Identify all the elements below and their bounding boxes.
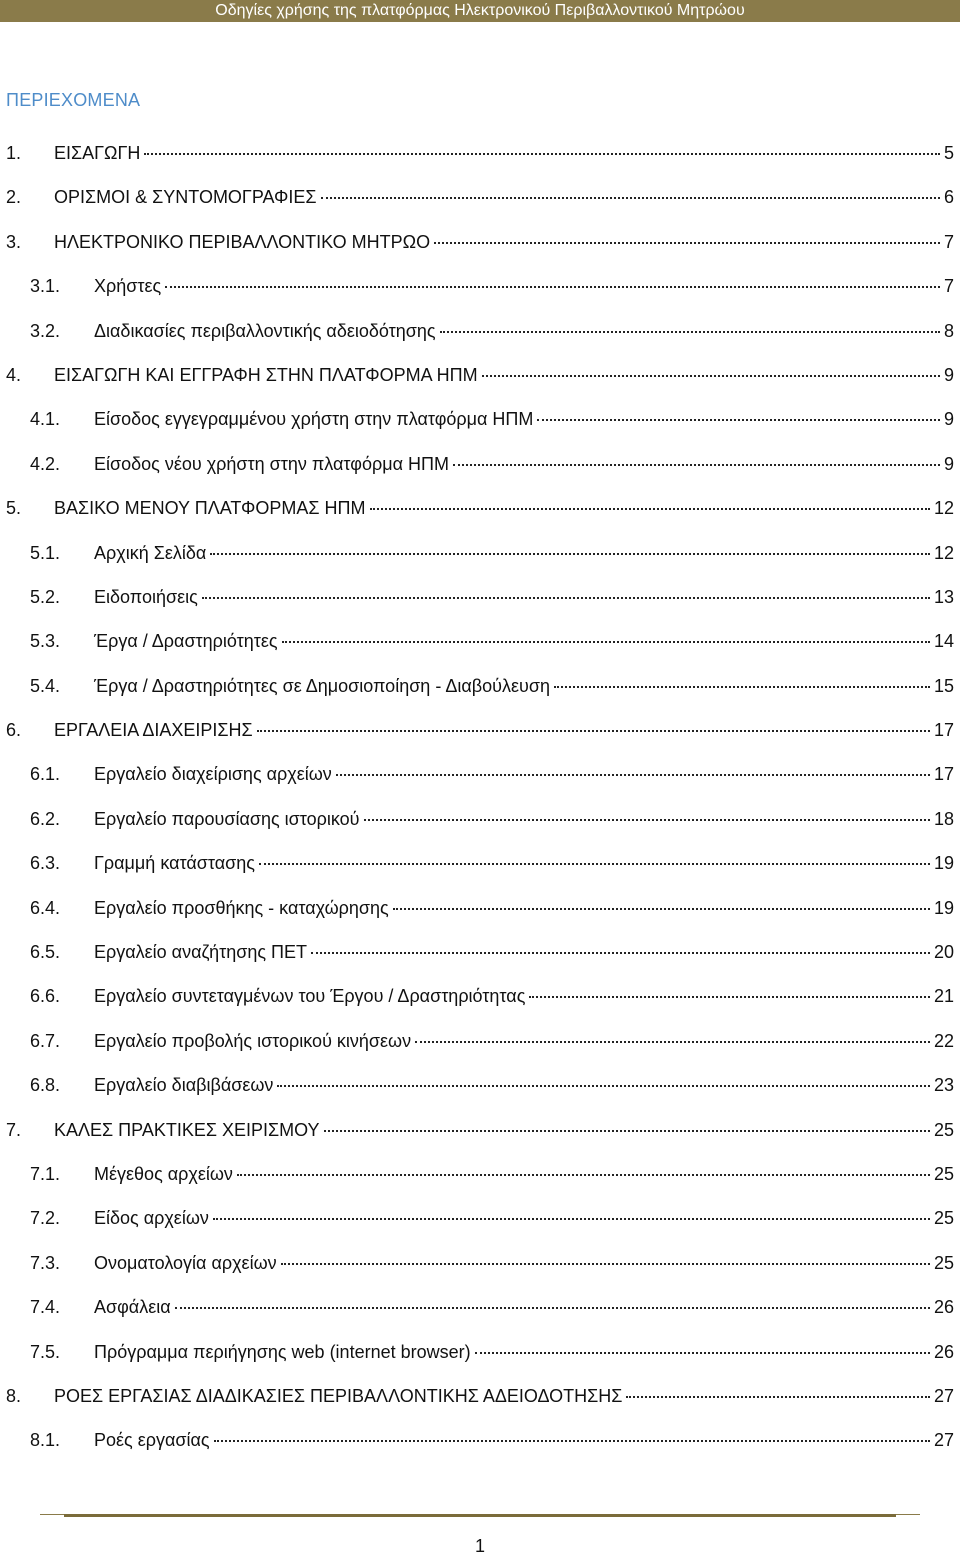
toc-entry[interactable]	[0, 1425, 960, 1469]
toc-dot-leader	[175, 1307, 930, 1309]
toc-entry[interactable]	[0, 360, 960, 404]
toc-entry-page: 12	[933, 542, 954, 563]
toc-entry-page: 18	[933, 808, 954, 829]
toc-entry[interactable]	[0, 1026, 960, 1070]
toc-entry-number: 6.	[6, 720, 22, 741]
toc-dot-leader	[370, 508, 930, 510]
toc-entry-title[interactable]: ΕΙΣΑΓΩΓΗ	[54, 143, 141, 163]
toc-entry-title[interactable]: Εργαλείο προβολής ιστορικού κινήσεων	[94, 1030, 412, 1051]
toc-entry-number: 4.1.	[30, 409, 61, 430]
toc-heading: ΠΕΡΙΕΧΟΜΕΝΑ	[6, 90, 141, 110]
toc-dot-leader	[210, 553, 930, 555]
toc-entry-page: 17	[933, 720, 954, 741]
toc-entry-line[interactable]	[30, 1070, 954, 1100]
footer-divider-accent	[64, 1514, 896, 1517]
toc-entry[interactable]	[0, 759, 960, 803]
toc-entry-number: 5.	[6, 498, 22, 519]
toc-entry-title[interactable]: Γραμμή κατάστασης	[94, 853, 255, 874]
toc-entry-title[interactable]: ΚΑΛΕΣ ΠΡΑΚΤΙΚΕΣ ΧΕΙΡΙΣΜΟΥ	[54, 1119, 320, 1140]
toc-entry-page: 22	[933, 1030, 954, 1051]
toc-entry-line[interactable]	[30, 671, 954, 701]
toc-entry[interactable]	[0, 449, 960, 493]
toc-dot-leader	[415, 1041, 930, 1043]
toc-entry-number: 7.3.	[30, 1252, 61, 1273]
page-number: 1	[474, 1536, 485, 1556]
toc-entry-line[interactable]	[6, 715, 954, 745]
toc-entry-page: 25	[933, 1163, 954, 1184]
toc-entry[interactable]	[0, 937, 960, 981]
toc-entry-page: 27	[933, 1385, 954, 1406]
toc-entry-number: 3.1.	[30, 276, 61, 297]
toc-entry-number: 6.2.	[30, 808, 61, 829]
toc-entry-line[interactable]	[30, 981, 954, 1011]
toc-dot-leader	[434, 242, 940, 244]
toc-entry-title[interactable]: Πρόγραμμα περιήγησης web (internet browser)	[94, 1341, 471, 1362]
toc-dot-leader	[554, 686, 930, 688]
toc-entry-title[interactable]: Είσοδος εγγεγραμμένου χρήστη στην πλατφόρμα ΗΠΜ	[94, 409, 534, 430]
toc-entry-title[interactable]: Εργαλείο διαχείρισης αρχείων	[94, 764, 332, 785]
toc-entry-title[interactable]: ΡΟΕΣ ΕΡΓΑΣΙΑΣ ΔΙΑΔΙΚΑΣΙΕΣ ΠΕΡΙΒΑΛΛΟΝΤΙΚΗΣ ΑΔΕΙΟΔΟΤΗΣΗΣ	[54, 1385, 623, 1406]
toc-entry[interactable]	[0, 493, 960, 537]
toc-entry-page: 9	[943, 409, 954, 430]
toc-entry[interactable]	[0, 404, 960, 448]
document-header-title: Οδηγίες χρήσης της πλατφόρμας Ηλεκτρονικού Περιβαλλοντικού Μητρώου	[215, 2, 745, 19]
toc-entry-title[interactable]: Διαδικασίες περιβαλλοντικής αδειοδότησης	[94, 320, 436, 341]
toc-entry-page: 8	[943, 320, 954, 341]
toc-entry[interactable]	[0, 1115, 960, 1159]
toc-entry-number: 6.8.	[30, 1075, 61, 1096]
toc-dot-leader	[282, 641, 930, 643]
toc-entry-number: 6.5.	[30, 942, 61, 963]
toc-entry[interactable]	[0, 671, 960, 715]
document-header	[0, 0, 960, 22]
toc-dot-leader	[364, 819, 930, 821]
toc-entry[interactable]	[0, 1381, 960, 1425]
toc-entry-line[interactable]	[6, 1115, 954, 1145]
toc-entry-line[interactable]	[30, 1248, 954, 1278]
toc-entry-title[interactable]: ΕΙΣΑΓΩΓΗ ΚΑΙ ΕΓΓΡΑΦΗ ΣΤΗΝ ΠΛΑΤΦΟΡΜΑ ΗΠΜ	[54, 364, 478, 385]
toc-entry-line[interactable]	[6, 182, 954, 212]
toc-entry-page: 19	[933, 897, 954, 918]
toc-entry-number: 6.3.	[30, 853, 61, 874]
toc-dot-leader	[213, 1218, 930, 1220]
toc-dot-leader	[324, 1130, 930, 1132]
toc-entry-line[interactable]	[6, 493, 954, 523]
toc-entry-number: 6.6.	[30, 986, 61, 1007]
toc-entry-line[interactable]	[30, 404, 954, 434]
toc-dot-leader	[482, 375, 940, 377]
toc-entry-line[interactable]	[30, 893, 954, 923]
toc-entry[interactable]	[0, 582, 960, 626]
toc-entry[interactable]	[0, 182, 960, 226]
toc-entry-title[interactable]: Εργαλείο διαβιβάσεων	[94, 1075, 274, 1096]
toc-entry-number: 5.2.	[30, 586, 61, 607]
toc-entry-number: 4.2.	[30, 453, 61, 474]
toc-entry-page: 25	[933, 1252, 954, 1273]
toc-dot-leader	[165, 286, 940, 288]
toc-entry-number: 7.	[6, 1119, 22, 1140]
toc-dot-leader	[144, 153, 940, 155]
toc-entry-number: 7.1.	[30, 1163, 61, 1184]
toc-dot-leader	[257, 730, 930, 732]
toc-dot-leader	[277, 1085, 930, 1087]
toc-entry-page: 26	[933, 1341, 954, 1362]
toc-entry-title[interactable]: Έργα / Δραστηριότητες σε Δημοσιοποίηση - Διαβούλευση	[94, 675, 550, 696]
toc-entry-line[interactable]	[6, 360, 954, 390]
toc-entry-number: 3.	[6, 231, 22, 252]
toc-entry-title[interactable]: Ονοματολογία αρχείων	[94, 1252, 277, 1273]
toc-entry-page: 9	[943, 453, 954, 474]
toc-entry[interactable]	[0, 1070, 960, 1114]
toc-dot-leader	[475, 1352, 930, 1354]
toc-entry-line[interactable]	[30, 1203, 954, 1233]
toc-entry-page: 17	[933, 764, 954, 785]
toc-entry-line[interactable]	[30, 759, 954, 789]
toc-entry-title[interactable]: ΒΑΣΙΚΟ ΜΕΝΟΥ ΠΛΑΤΦΟΡΜΑΣ ΗΠΜ	[54, 498, 366, 519]
toc-entry-page: 21	[933, 986, 954, 1007]
toc-entry-title[interactable]: Ειδοποιήσεις	[94, 586, 198, 607]
toc-entry[interactable]	[0, 1203, 960, 1247]
toc-dot-leader	[529, 996, 930, 998]
toc-dot-leader	[259, 863, 930, 865]
toc-entry-title[interactable]: ΗΛΕΚΤΡΟΝΙΚΟ ΠΕΡΙΒΑΛΛΟΝΤΙΚΟ ΜΗΤΡΩΟ	[54, 231, 431, 252]
toc-entry-page: 25	[933, 1208, 954, 1229]
toc-entry-line[interactable]	[30, 316, 954, 346]
toc-dot-leader	[537, 419, 940, 421]
toc-entry-title[interactable]: ΟΡΙΣΜΟΙ & ΣΥΝΤΟΜΟΓΡΑΦΙΕΣ	[54, 187, 317, 208]
toc-entry-title[interactable]: Χρήστες	[94, 276, 162, 297]
toc-entry-number: 2.	[6, 187, 22, 208]
toc-entry-line[interactable]	[30, 1159, 954, 1189]
toc-dot-leader	[336, 774, 930, 776]
toc-entry-number: 5.1.	[30, 542, 61, 563]
toc-entry-number: 6.1.	[30, 764, 61, 785]
toc-entry-line[interactable]	[30, 937, 954, 967]
toc-entry[interactable]	[0, 981, 960, 1025]
toc-entry-line[interactable]	[30, 449, 954, 479]
toc-entry-page: 6	[943, 187, 954, 208]
toc-entry-page: 19	[933, 853, 954, 874]
toc-entry-page: 25	[933, 1119, 954, 1140]
toc-entry-title[interactable]: Ασφάλεια	[94, 1297, 171, 1318]
toc-dot-leader	[321, 197, 940, 199]
toc-entry-number: 6.7.	[30, 1030, 61, 1051]
toc-entry[interactable]	[0, 804, 960, 848]
toc-entry-page: 7	[943, 276, 954, 297]
toc-entry-title[interactable]: Ροές εργασίας	[94, 1430, 210, 1451]
toc-entry-page: 15	[933, 675, 954, 696]
toc-entry-number: 3.2.	[30, 320, 61, 341]
toc-dot-leader	[214, 1440, 930, 1442]
toc-entry-line[interactable]	[30, 804, 954, 834]
toc-entry-title[interactable]: ΕΡΓΑΛΕΙΑ ΔΙΑΧΕΙΡΙΣΗΣ	[54, 720, 253, 741]
toc-entry-page: 20	[933, 942, 954, 963]
toc-entry-number: 7.2.	[30, 1208, 61, 1229]
toc-entry-number: 4.	[6, 364, 22, 385]
toc-entry[interactable]	[0, 271, 960, 315]
toc-entry-line[interactable]	[6, 138, 954, 168]
toc-entry-title[interactable]: Εργαλείο προσθήκης - καταχώρησης	[94, 897, 389, 918]
toc-dot-leader	[311, 952, 930, 954]
toc-entry-line[interactable]	[30, 1425, 954, 1455]
toc-entry[interactable]	[0, 1292, 960, 1336]
toc-entry-page: 23	[933, 1075, 954, 1096]
toc-entry[interactable]	[0, 316, 960, 360]
toc-entry-page: 7	[943, 231, 954, 252]
toc-entry-line[interactable]	[6, 1381, 954, 1411]
toc-entry-line[interactable]	[30, 626, 954, 656]
toc-entry-line[interactable]	[30, 271, 954, 301]
toc-entry-line[interactable]	[30, 848, 954, 878]
toc-dot-leader	[626, 1396, 930, 1398]
toc-entry-line[interactable]	[6, 227, 954, 257]
table-of-contents	[0, 138, 960, 1470]
toc-entry-page: 5	[943, 143, 954, 163]
toc-entry-title[interactable]: Αρχική Σελίδα	[94, 542, 207, 563]
toc-entry-line[interactable]	[30, 1026, 954, 1056]
toc-dot-leader	[202, 597, 930, 599]
toc-dot-leader	[237, 1174, 930, 1176]
toc-dot-leader	[393, 908, 930, 910]
toc-entry[interactable]	[0, 715, 960, 759]
toc-entry-title[interactable]: Είσοδος νέου χρήστη στην πλατφόρμα ΗΠΜ	[94, 453, 449, 474]
toc-entry-number: 7.4.	[30, 1297, 61, 1318]
toc-entry-page: 27	[933, 1430, 954, 1451]
toc-entry-number: 5.3.	[30, 631, 61, 652]
toc-entry[interactable]	[0, 138, 960, 182]
toc-entry-page: 9	[943, 364, 954, 385]
toc-entry[interactable]	[0, 1337, 960, 1381]
toc-entry[interactable]	[0, 626, 960, 670]
toc-entry-number: 7.5.	[30, 1341, 61, 1362]
toc-entry-title[interactable]: Έργα / Δραστηριότητες	[94, 631, 278, 652]
toc-entry-title[interactable]: Εργαλείο συντεταγμένων του Έργου / Δραστηριότητας	[94, 986, 526, 1007]
toc-entry-page: 14	[933, 631, 954, 652]
toc-entry[interactable]	[0, 848, 960, 892]
toc-entry-line[interactable]	[30, 538, 954, 568]
toc-dot-leader	[281, 1263, 930, 1265]
toc-entry-number: 6.4.	[30, 897, 61, 918]
toc-entry-page: 26	[933, 1297, 954, 1318]
toc-entry-page: 13	[933, 586, 954, 607]
toc-dot-leader	[453, 464, 940, 466]
toc-entry-page: 12	[933, 498, 954, 519]
toc-entry-line[interactable]	[30, 1292, 954, 1322]
toc-entry[interactable]	[0, 893, 960, 937]
toc-entry[interactable]	[0, 1159, 960, 1203]
toc-entry-title[interactable]: Εργαλείο αναζήτησης ΠΕΤ	[94, 942, 308, 963]
toc-entry[interactable]	[0, 538, 960, 582]
toc-entry[interactable]	[0, 1248, 960, 1292]
toc-entry-title[interactable]: Μέγεθος αρχείων	[94, 1163, 233, 1184]
toc-entry[interactable]	[0, 227, 960, 271]
toc-entry-number: 8.1.	[30, 1430, 61, 1451]
toc-entry-number: 1.	[6, 143, 22, 163]
toc-entry-line[interactable]	[30, 582, 954, 612]
toc-entry-title[interactable]: Εργαλείο παρουσίασης ιστορικού	[94, 808, 360, 829]
toc-entry-number: 5.4.	[30, 675, 61, 696]
toc-entry-number: 8.	[6, 1385, 22, 1406]
toc-entry-title[interactable]: Είδος αρχείων	[94, 1208, 209, 1229]
toc-entry-line[interactable]	[30, 1337, 954, 1367]
toc-dot-leader	[440, 331, 940, 333]
